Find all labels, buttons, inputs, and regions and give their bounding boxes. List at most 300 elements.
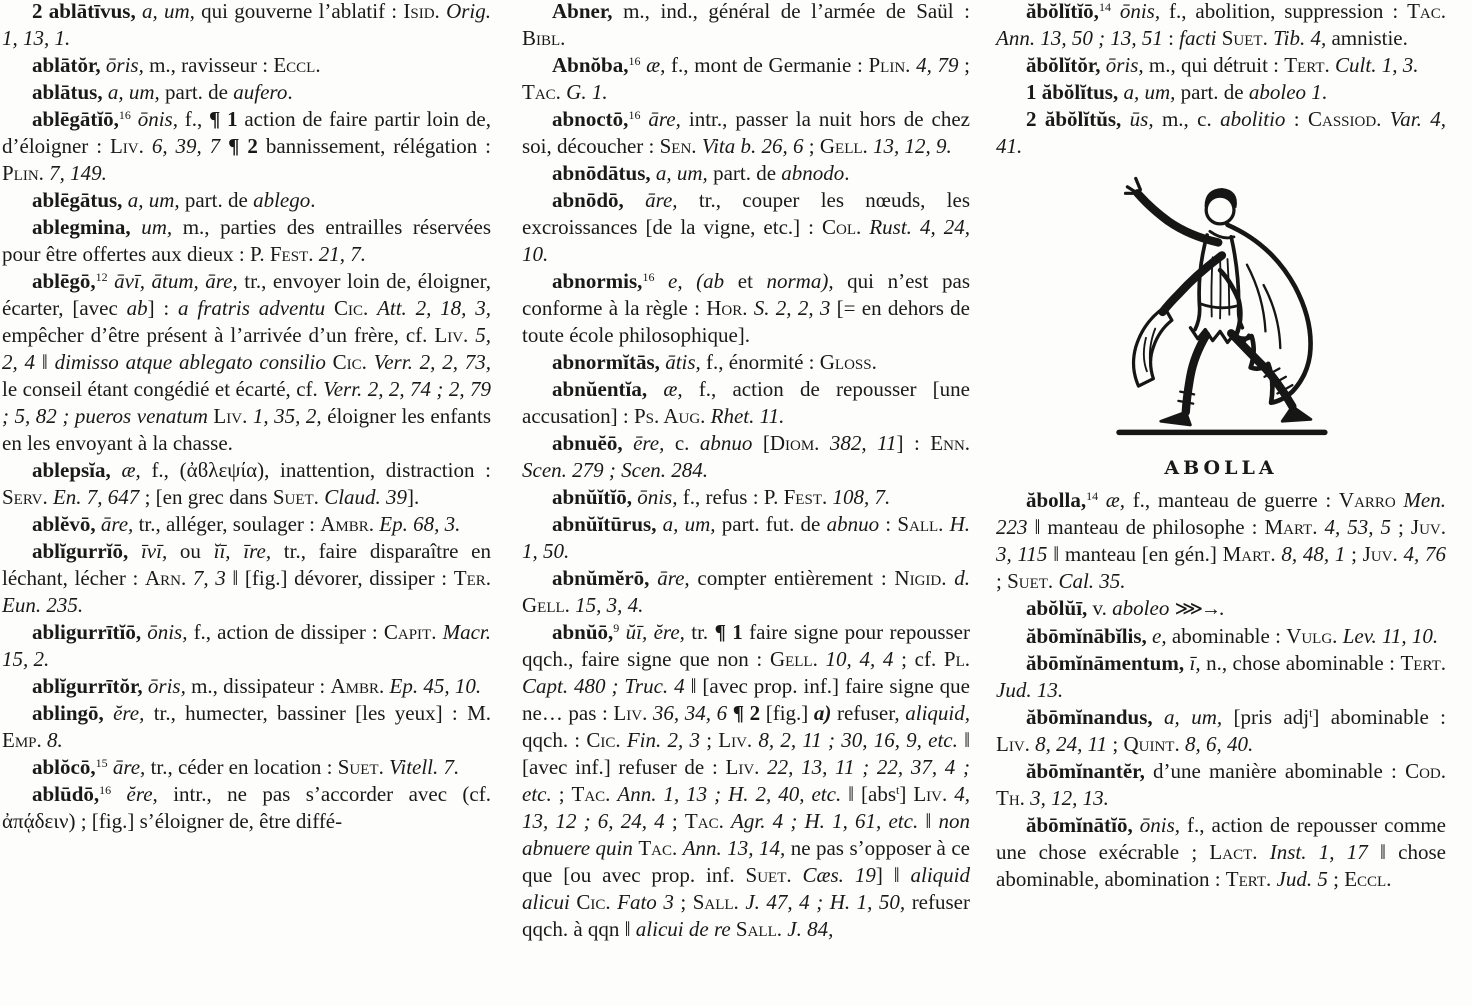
- plain-text: action de faire partir loin de, d’éloigner :: [2, 107, 491, 158]
- plain-text: d’une manière abominable :: [1153, 759, 1406, 783]
- dictionary-entry: [522, 430, 970, 484]
- headword-text: ăbŏlĭtŏr,: [1026, 53, 1106, 77]
- author-abbreviation: Plin.: [868, 53, 917, 77]
- italic-text: 15, 3, 4.: [575, 593, 644, 617]
- headword-text: ablĭgurrĭō,: [32, 539, 141, 563]
- dictionary-entry: [2, 511, 491, 538]
- author-abbreviation: Sen.: [659, 134, 702, 158]
- italic-text: īvī,: [140, 539, 180, 563]
- italic-text: Ann. 1, 13 ; H. 2, 40, etc.: [617, 782, 849, 806]
- dictionary-entry: [996, 650, 1446, 704]
- plain-text: ‖: [41, 350, 55, 374]
- italic-text: Verr. 2, 2, 73,: [373, 350, 492, 374]
- author-abbreviation: Liv.: [996, 732, 1036, 756]
- italic-text: æ,: [121, 458, 152, 482]
- author-abbreviation: Cod. Th.: [996, 759, 1446, 810]
- plain-text: qui gouverne l’ablatif :: [201, 0, 404, 23]
- italic-text: 8, 2, 11 ; 30, 16, 9, etc.: [758, 728, 965, 752]
- italic-text: ōnis,: [147, 620, 194, 644]
- italic-text: Jud. 5: [1276, 867, 1334, 891]
- dictionary-entry: [2, 79, 491, 106]
- italic-text: 10, 4, 4: [825, 647, 902, 671]
- headword-text: ¶ 1: [208, 107, 245, 131]
- italic-text: ĕre,: [113, 701, 154, 725]
- headword-text: abnuĕō,: [552, 431, 634, 455]
- dictionary-entry: [522, 268, 970, 349]
- italic-text: Vita b. 26, 6: [701, 134, 809, 158]
- plain-text: ].: [407, 485, 420, 509]
- author-abbreviation: Serv.: [2, 485, 53, 509]
- italic-text: abnuo: [826, 512, 886, 536]
- author-abbreviation: Enn.: [930, 431, 971, 455]
- dictionary-entry: [2, 538, 491, 619]
- italic-text: J. 47, 4 ; H. 1, 50,: [745, 890, 912, 914]
- superscript-number: 16: [628, 54, 641, 68]
- author-abbreviation: Tac.: [638, 836, 683, 860]
- italic-text: Ann. 13, 50 ; 13, 51: [996, 26, 1169, 50]
- author-abbreviation: Cassiod.: [1307, 107, 1390, 131]
- superscript-number: 16: [118, 108, 131, 122]
- plain-text: compter entièrement :: [697, 566, 895, 590]
- italic-text: āre,: [657, 566, 698, 590]
- italic-text: Att. 2, 18, 3,: [377, 296, 491, 320]
- headword-text: ablepsĭa,: [32, 458, 122, 482]
- plain-text: v.: [1092, 596, 1113, 620]
- headword-text: ăbōmĭnābĭlis,: [1026, 624, 1153, 648]
- plain-text: f., abolition, suppression :: [1169, 0, 1408, 23]
- plain-text: f.,: [184, 107, 209, 131]
- author-abbreviation: Plin.: [2, 161, 50, 185]
- italic-text: Macr. 15, 2.: [2, 620, 491, 671]
- italic-text: āre,: [107, 755, 151, 779]
- author-abbreviation: Gell.: [522, 593, 576, 617]
- superscript-number: 9: [613, 621, 620, 635]
- author-abbreviation: Ps. Aug.: [633, 404, 711, 428]
- dictionary-entry: [996, 79, 1446, 106]
- italic-text: a fratris adventu: [178, 296, 334, 320]
- headword-text: ablātus,: [32, 80, 108, 104]
- plain-text: [: [762, 431, 770, 455]
- italic-text: a, um,: [1164, 705, 1234, 729]
- dictionary-column-right: [996, 0, 1446, 893]
- author-abbreviation: Tac.: [522, 80, 567, 104]
- plain-text: ;: [1112, 732, 1124, 756]
- plain-text: ‖ [abs: [848, 782, 897, 806]
- italic-text: dimisso atque ablegato consilio: [54, 350, 333, 374]
- author-abbreviation: Nigid.: [894, 566, 955, 590]
- plain-text: ]: [899, 782, 914, 806]
- author-abbreviation: Lact.: [1209, 840, 1270, 864]
- italic-text: um,: [141, 215, 183, 239]
- italic-text: Claud. 39: [324, 485, 408, 509]
- plain-text: [= en dehors de toute école philosophique].: [522, 296, 971, 347]
- dictionary-entry: [522, 619, 970, 943]
- author-abbreviation: Isid.: [403, 0, 447, 23]
- headword-text: abŏlŭī,: [1026, 596, 1093, 620]
- headword-text: ¶ 2: [228, 134, 266, 158]
- plain-text: faire signe pour repousser qqch., faire signe que non :: [522, 620, 970, 671]
- headword-text: 2 ablātīvus,: [32, 0, 142, 23]
- author-abbreviation: Quint.: [1123, 732, 1185, 756]
- author-abbreviation: Tert.: [1225, 867, 1277, 891]
- plain-text: m., dissipateur :: [191, 674, 331, 698]
- author-abbreviation: Cic.: [576, 890, 618, 914]
- author-abbreviation: Juv.: [1362, 542, 1404, 566]
- plain-text: ;: [706, 728, 719, 752]
- author-abbreviation: Liv.: [613, 701, 653, 725]
- italic-text: a, um,: [655, 161, 714, 185]
- headword-text: ăbōmĭnantĕr,: [1026, 759, 1154, 783]
- plain-text: ;: [558, 782, 572, 806]
- author-abbreviation: Eccl.: [273, 53, 321, 77]
- superscript-number: 15: [95, 756, 108, 770]
- plain-text: tr., faire disparaître en léchant, lécher :: [2, 539, 491, 590]
- headword-text: ăbolla,: [1026, 488, 1087, 512]
- author-abbreviation: Vulg.: [1286, 624, 1343, 648]
- plain-text: et: [737, 269, 767, 293]
- author-abbreviation: Liv.: [434, 323, 476, 347]
- plain-text: tr., envoyer loin de, éloigner, écarter, [avec: [2, 269, 491, 320]
- italic-text: 5, 2, 4: [2, 323, 492, 374]
- dictionary-entry: [996, 52, 1446, 79]
- headword-text: abnōdātus,: [552, 161, 656, 185]
- italic-text: a, um,: [1123, 80, 1181, 104]
- author-abbreviation: Col.: [822, 215, 870, 239]
- abolla-caption: ABOLLA: [1164, 457, 1278, 479]
- headword-text: ăbōmĭnandus,: [1026, 705, 1165, 729]
- plain-text: abominable :: [1171, 624, 1287, 648]
- dictionary-entry: [2, 214, 491, 268]
- author-abbreviation: Tert.: [1400, 651, 1446, 675]
- italic-text: Scen. 279 ; Scen. 284.: [522, 458, 709, 482]
- italic-text: ōris,: [1105, 53, 1149, 77]
- italic-text: 8, 6, 40.: [1184, 732, 1254, 756]
- italic-text: ōris,: [147, 674, 192, 698]
- plain-text: part. de: [165, 80, 234, 104]
- plain-text: ] abominable :: [1312, 705, 1446, 729]
- italic-text: Vitell. 7.: [389, 755, 460, 779]
- dictionary-entry: [996, 704, 1446, 758]
- italic-text: Capt. 480 ; Truc. 4: [522, 674, 691, 698]
- plain-text: c.: [674, 431, 700, 455]
- dictionary-entry: [522, 106, 970, 160]
- plain-text: tr., céder en location :: [150, 755, 338, 779]
- italic-text: ablego: [253, 188, 311, 212]
- dictionary-entry: [996, 487, 1446, 595]
- italic-text: ŭī, ĕre,: [619, 620, 692, 644]
- author-abbreviation: Gloss.: [819, 350, 877, 374]
- plain-text: qui n’est pas conforme à la règle :: [522, 269, 970, 320]
- headword-text: ablēgātĭō,: [32, 107, 119, 131]
- headword-text: abnōdō,: [552, 188, 646, 212]
- italic-text: aliquid,: [905, 701, 971, 725]
- italic-text: 1, 35, 2,: [252, 404, 328, 428]
- plain-text: ;: [680, 890, 693, 914]
- plain-text: [pris adj: [1233, 705, 1310, 729]
- italic-text: Verr. 2, 2, 74 ; 2, 79 ; 5, 82 ; pueros venatum: [2, 377, 491, 428]
- italic-text: norma),: [766, 269, 848, 293]
- plain-text: m., qui détruit :: [1148, 53, 1285, 77]
- author-abbreviation: Pl.: [943, 647, 971, 671]
- author-abbreviation: Tac.: [571, 782, 618, 806]
- plain-text: :: [1168, 26, 1180, 50]
- plain-text: f., mont de Germanie :: [671, 53, 869, 77]
- author-abbreviation: Mart.: [1264, 515, 1325, 539]
- italic-text: 8, 48, 1: [1281, 542, 1352, 566]
- plain-text: ‖ chose abominable, abomination :: [996, 840, 1446, 891]
- italic-text: aboleo: [1112, 596, 1175, 620]
- italic-text: ōnis,: [1139, 813, 1188, 837]
- dictionary-entry: [522, 565, 970, 619]
- italic-text: Eun. 235.: [2, 593, 84, 617]
- plain-text: m., ind., général de l’armée de Saül :: [623, 0, 970, 23]
- superscript-number: 16: [642, 270, 655, 284]
- plain-text: part. de: [1180, 80, 1249, 104]
- author-abbreviation: Arn.: [144, 566, 193, 590]
- italic-text: a, um,: [662, 512, 722, 536]
- plain-text: tr., alléger, soulager :: [138, 512, 321, 536]
- headword-text: ablēgātus,: [32, 188, 128, 212]
- headword-text: abnŭentĭa,: [552, 377, 664, 401]
- italic-text: Ep. 68, 3.: [379, 512, 461, 536]
- italic-text: Fin. 2, 3: [626, 728, 707, 752]
- italic-text: 22, 13, 11 ; 22, 37, 4 ; etc.: [522, 755, 971, 806]
- headword-text: abligurrītĭō,: [32, 620, 148, 644]
- author-abbreviation: Hor.: [706, 296, 754, 320]
- italic-text: ōnis,: [1110, 0, 1170, 23]
- italic-text: 36, 34, 6: [652, 701, 733, 725]
- dictionary-entry: [996, 758, 1446, 812]
- dictionary-entry: [522, 349, 970, 376]
- plain-text: .: [287, 80, 293, 104]
- dictionary-column-middle: [522, 0, 970, 943]
- plain-text: ‖ manteau de philosophe :: [1034, 515, 1265, 539]
- headword-text: ablegmina,: [32, 215, 142, 239]
- italic-text: En. 7, 647: [52, 485, 145, 509]
- superscript-number: 16: [99, 783, 112, 797]
- plain-text: ;: [1333, 867, 1345, 891]
- plain-text: bannissement, rélégation :: [265, 134, 492, 158]
- plain-text: ; [en grec dans: [144, 485, 273, 509]
- author-abbreviation: Gell.: [819, 134, 874, 158]
- italic-text: æ,: [1098, 488, 1133, 512]
- headword-text: ablĕvō,: [32, 512, 101, 536]
- plain-text: ‖ manteau [en gén.]: [1053, 542, 1223, 566]
- author-abbreviation: Gell.: [769, 647, 826, 671]
- dictionary-entry: [996, 595, 1446, 623]
- italic-text: 8, 24, 11: [1035, 732, 1113, 756]
- headword-text: Abnŏba,: [552, 53, 629, 77]
- italic-text: 21, 7.: [318, 242, 366, 266]
- plain-text: f., énormité :: [706, 350, 820, 374]
- superscript-number: 12: [95, 270, 108, 284]
- italic-text: H. 1, 50.: [522, 512, 971, 563]
- headword-text: 1 ăbŏlĭtus,: [1026, 80, 1124, 104]
- italic-text: 7, 3: [192, 566, 233, 590]
- italic-text: Inst. 1, 17: [1269, 840, 1381, 864]
- plain-text: .: [1321, 80, 1328, 104]
- superscript-number: t: [1309, 706, 1313, 720]
- author-abbreviation: P. Fest.: [763, 485, 833, 509]
- headword-text: ¶ 1: [714, 620, 750, 644]
- author-abbreviation: Ambr.: [330, 674, 390, 698]
- dictionary-entry: [2, 673, 491, 700]
- italic-text: aliquid alicui: [522, 863, 971, 914]
- plain-text: intr., passer la nuit hors de chez soi, découcher :: [522, 107, 970, 158]
- author-abbreviation: Tert.: [1284, 53, 1336, 77]
- author-abbreviation: Capit.: [383, 620, 443, 644]
- italic-text: Lev. 11, 10.: [1342, 624, 1439, 648]
- author-abbreviation: Eccl.: [1344, 867, 1392, 891]
- author-abbreviation: Bibl.: [522, 26, 566, 50]
- plain-text: m., c.: [1161, 107, 1221, 131]
- plain-text: m., ravisseur :: [149, 53, 274, 77]
- italic-text: 3, 12, 13.: [1030, 786, 1109, 810]
- dictionary-entry: [2, 619, 491, 673]
- headword-text: abnŭō,: [552, 620, 614, 644]
- italic-text: ī,: [1189, 651, 1207, 675]
- italic-text: ōnis,: [637, 485, 683, 509]
- italic-text: a, um,: [107, 80, 166, 104]
- headword-text: ăbōmĭnātĭō,: [1026, 813, 1140, 837]
- dictionary-entry: [2, 700, 491, 754]
- italic-text: 4, 13, 12 ; 6, 24, 4: [522, 782, 970, 833]
- dictionary-entry: [522, 187, 970, 268]
- italic-text: J. 84,: [787, 917, 834, 941]
- plain-text: :: [1293, 107, 1308, 131]
- italic-text: 382, 11: [829, 431, 897, 455]
- italic-text: 4, 76: [1403, 542, 1447, 566]
- headword-text: ¶ 2: [732, 701, 766, 725]
- dictionary-entry: [522, 511, 970, 565]
- abolla-figure: [996, 172, 1446, 479]
- plain-text: amnistie.: [1331, 26, 1408, 50]
- dictionary-entry: [2, 457, 491, 511]
- dictionary-entry: [2, 268, 491, 457]
- italic-text: Cæs. 19: [802, 863, 876, 887]
- italic-text: ōnis,: [130, 107, 185, 131]
- plain-text: intr., ne pas s’accorder avec (cf. ἀπᾴδειν) ; [fig.] s’éloigner de, être diffé-: [2, 782, 491, 833]
- plain-text: n., chose abominable :: [1206, 651, 1401, 675]
- author-abbreviation: Juv.: [1410, 515, 1446, 539]
- italic-text: Ann. 13, 14,: [682, 836, 791, 860]
- italic-text: āre,: [645, 188, 699, 212]
- italic-text: Var. 4, 41.: [996, 107, 1446, 158]
- italic-text: Cal. 35.: [1058, 569, 1126, 593]
- italic-text: æ,: [640, 53, 672, 77]
- italic-text: 4, 53, 5: [1324, 515, 1399, 539]
- plain-text: ;: [808, 134, 820, 158]
- plain-text: f., action de repousser comme une chose exécrable ;: [996, 813, 1446, 864]
- headword-text: ablŏcō,: [32, 755, 96, 779]
- plain-text: ; cf.: [901, 647, 944, 671]
- italic-text: Ep. 45, 10.: [389, 674, 482, 698]
- plain-text: éloigner les enfants en les envoyant à la chasse.: [2, 404, 492, 455]
- headword-text: ablūdō,: [32, 782, 100, 806]
- headword-text: 2 ăbŏlĭtŭs,: [1026, 107, 1130, 131]
- plain-text: tr., humecter, bassiner [les yeux] :: [153, 701, 468, 725]
- headword-text: ablātŏr,: [32, 53, 106, 77]
- italic-text: āre,: [100, 512, 139, 536]
- author-abbreviation: Cic.: [332, 350, 374, 374]
- italic-text: aboleo 1: [1248, 80, 1322, 104]
- dictionary-entry: [2, 754, 491, 781]
- headword-text: abnoctō,: [552, 107, 629, 131]
- headword-text: abnŭĭtūrus,: [552, 512, 663, 536]
- author-abbreviation: Liv.: [109, 134, 152, 158]
- author-abbreviation: Liv.: [718, 728, 759, 752]
- dictionary-column-left: [2, 0, 491, 835]
- italic-text: ūs,: [1129, 107, 1162, 131]
- author-abbreviation: Varro: [1338, 488, 1404, 512]
- author-abbreviation: Diom.: [769, 431, 830, 455]
- plain-text: f., refus :: [682, 485, 764, 509]
- author-abbreviation: Suet.: [337, 755, 390, 779]
- subdivision-marker: a): [813, 701, 837, 725]
- italic-text: 3, 115: [996, 542, 1054, 566]
- superscript-number: t: [896, 783, 900, 797]
- plain-text: ;: [671, 809, 685, 833]
- italic-text: a, um,: [127, 188, 185, 212]
- plain-text: ‖ [fig.] dévorer, dissiper :: [232, 566, 454, 590]
- dictionary-entry: [2, 52, 491, 79]
- italic-text: abnodo: [781, 161, 845, 185]
- plain-text: :: [885, 512, 898, 536]
- plain-text: part. fut. de: [721, 512, 827, 536]
- author-abbreviation: Liv.: [213, 404, 253, 428]
- headword-text: abnŭĭtĭō,: [552, 485, 638, 509]
- author-abbreviation: Mart.: [1222, 542, 1282, 566]
- headword-text: abnormis,: [552, 269, 643, 293]
- italic-text: a, um,: [141, 0, 202, 23]
- italic-text: e,: [1152, 624, 1172, 648]
- italic-text: Rhet. 11.: [710, 404, 785, 428]
- author-abbreviation: Tac.: [684, 809, 732, 833]
- plain-text: [fig.]: [765, 701, 814, 725]
- plain-text: .: [844, 161, 850, 185]
- author-abbreviation: Ter.: [453, 566, 491, 590]
- italic-text: abolitio: [1220, 107, 1294, 131]
- headword-text: ăbōmĭnāmentum,: [1026, 651, 1190, 675]
- author-abbreviation: Sall.: [692, 890, 746, 914]
- plain-text: ] :: [896, 431, 931, 455]
- dictionary-entry: [522, 376, 970, 430]
- italic-text: ōris,: [105, 53, 150, 77]
- dictionary-entry: [2, 0, 491, 52]
- author-abbreviation: Ambr.: [320, 512, 380, 536]
- author-abbreviation: Suet.: [1007, 569, 1059, 593]
- italic-text: 13, 12, 9.: [873, 134, 952, 158]
- author-abbreviation: Suet.: [745, 863, 803, 887]
- author-abbreviation: Sall.: [897, 512, 950, 536]
- plain-text: le conseil étant congédié et écarté, cf.: [2, 377, 324, 401]
- italic-text: 8.: [47, 728, 63, 752]
- plain-text: ‖: [925, 809, 939, 833]
- author-abbreviation: Cic.: [333, 296, 378, 320]
- italic-text: 6, 39, 7: [151, 134, 229, 158]
- dictionary-entry: [522, 484, 970, 511]
- italic-text: facti: [1179, 26, 1222, 50]
- headword-text: abnŭmĕrō,: [552, 566, 658, 590]
- dictionary-entry: [2, 106, 491, 187]
- author-abbreviation: Suet.: [272, 485, 325, 509]
- cross-reference-arrow-icon: ⋙→: [1174, 598, 1220, 620]
- plain-text: ne pas s’opposer à ce que [ou avec prop. inf.: [522, 836, 970, 887]
- plain-text: f., action de repousser [une accusation] :: [522, 377, 970, 428]
- author-abbreviation: Suet.: [1221, 26, 1274, 50]
- author-abbreviation: P. Fest.: [250, 242, 319, 266]
- italic-text: Men. 223: [996, 488, 1446, 539]
